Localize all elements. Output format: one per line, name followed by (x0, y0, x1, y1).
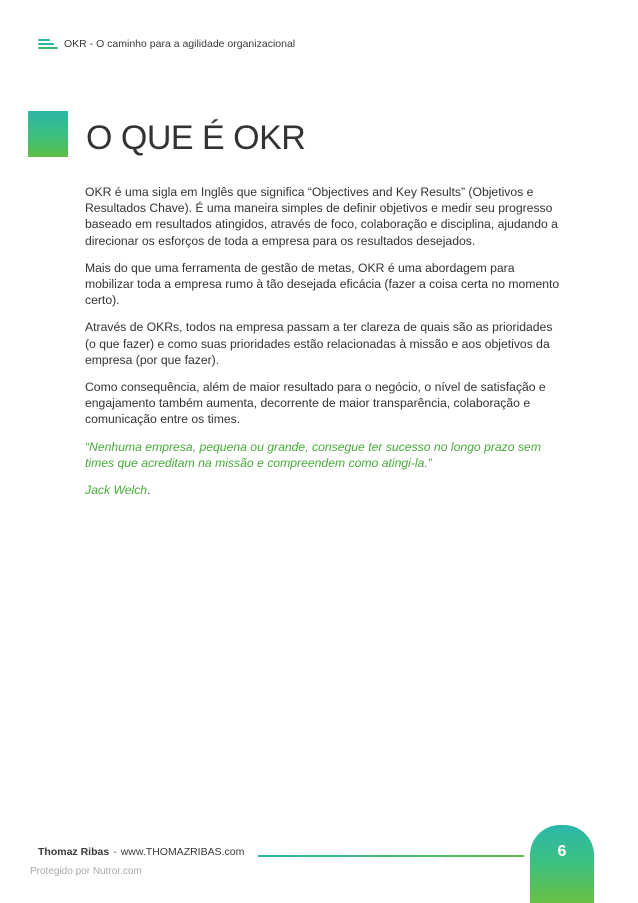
page-title: O QUE É OKR (86, 119, 306, 157)
paragraph: Mais do que uma ferramenta de gestão de metas, OKR é uma abordagem para mobilizar toda a empresa rumo à tão desejada eficácia (fazer a coisa certa no momento certo). (85, 260, 560, 308)
page-footer (38, 846, 244, 858)
title-accent-bar (28, 111, 68, 157)
quote-author: Jack Welch (85, 483, 148, 498)
page-number-tab (530, 825, 594, 903)
page-header (38, 36, 295, 52)
footer-separator: - (113, 846, 117, 858)
watermark: Protegido por Nutror.com (30, 866, 142, 877)
page-number: 6 (557, 843, 567, 860)
header-title: OKR - O caminho para a agilidade organizacional (64, 38, 296, 50)
footer-author: Thomaz Ribas (38, 846, 110, 858)
quote-attribution (85, 482, 563, 498)
footer-divider (258, 855, 524, 857)
quote-author-period: . (147, 483, 151, 498)
paragraph: OKR é uma sigla em Inglês que significa “Objectives and Key Results” (Objetivos e Resultados Chave). É uma maneira simples de definir objetivos e medir seu progresso baseado em resultados atingidos, através de foco, colaboração e disciplina, ajudando a direcionar os esforços de toda a empresa para os resultados desejados. (85, 185, 558, 248)
menu-lines-icon (38, 38, 58, 50)
footer-website-link[interactable]: www.THOMAZRIBAS.com (120, 846, 245, 858)
paragraph: Através de OKRs, todos na empresa passam a ter clareza de quais são as prioridades (o que fazer) e como suas prioridades estão relacionadas à missão e aos objetivos da empresa (por que fazer). (85, 320, 553, 367)
quote: “Nenhuma empresa, pequena ou grande, consegue ter sucesso no longo prazo sem times que acreditam na missão e compreendem como atingi-la.” (85, 439, 541, 470)
article-body (85, 184, 563, 509)
paragraph: Como consequência, além de maior resultado para o negócio, o nível de satisfação e engajamento também aumenta, decorrente de maior transparência, colaboração e comunicação entre os times. (85, 380, 546, 427)
